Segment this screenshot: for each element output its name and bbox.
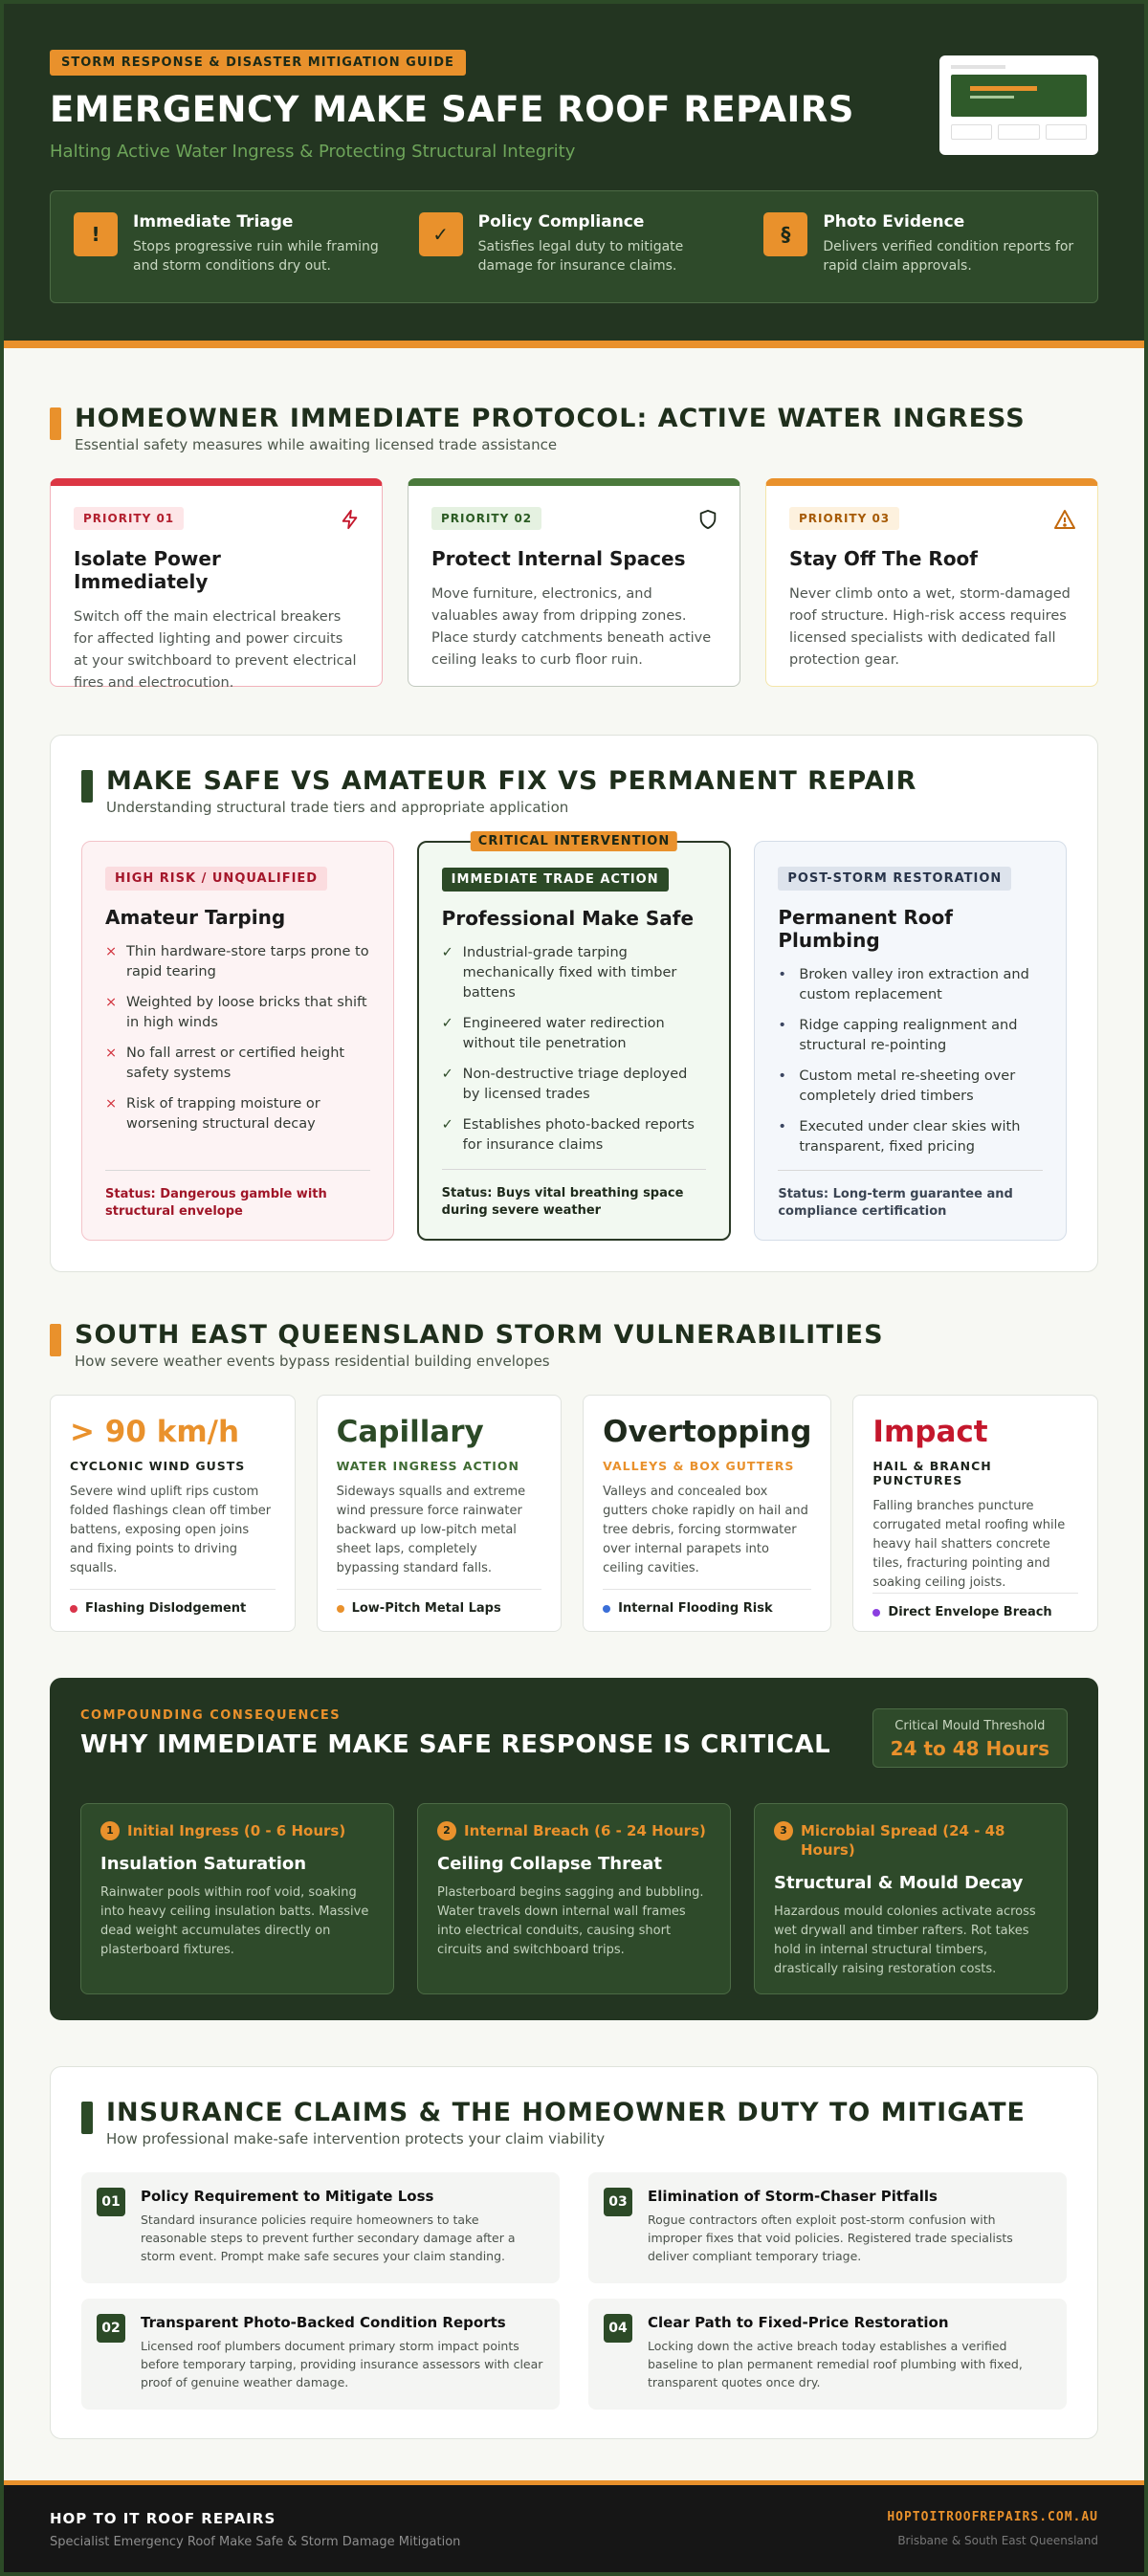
check-icon: ✓ xyxy=(441,945,453,960)
section-title: INSURANCE CLAIMS & THE HOMEOWNER DUTY TO MITIGATE xyxy=(106,2098,1026,2127)
card-text: Never climb onto a wet, storm-damaged roof structure. High-risk access requires licensed specialists with dedicated fall protection gear. xyxy=(789,586,1071,668)
status-dot-icon xyxy=(603,1605,610,1613)
insurance-section xyxy=(4,2020,1144,2439)
card-title: Protect Internal Spaces xyxy=(431,547,686,570)
hero-header xyxy=(4,4,1144,348)
phase-label: Initial Ingress (0 - 6 Hours) xyxy=(127,1822,346,1839)
section-title: HOMEOWNER IMMEDIATE PROTOCOL: ACTIVE WATER INGRESS xyxy=(75,404,1026,433)
comparison-card-permanent xyxy=(754,841,1067,1241)
vulnerability-card xyxy=(583,1395,831,1632)
section-title: MAKE SAFE VS AMATEUR FIX VS PERMANENT REPAIR xyxy=(106,766,917,796)
list-item: • Custom metal re-sheeting over completely dried timbers xyxy=(778,1067,1043,1107)
protocol-card xyxy=(408,478,740,687)
item-text: Locking down the active breach today establishes a verified baseline to plan permanent remedial roof plumbing with fixed, transparent quotes once dry. xyxy=(648,2339,1023,2389)
triage-title: Photo Evidence xyxy=(823,212,965,231)
list-item: ✓ Establishes photo-backed reports for insurance claims xyxy=(442,1115,707,1156)
timeline-card xyxy=(80,1803,394,1994)
item-title: Policy Requirement to Mitigate Loss xyxy=(141,2188,434,2205)
step-number: 3 xyxy=(774,1821,793,1840)
check-icon: ✓ xyxy=(441,1016,453,1031)
list-item: × Weighted by loose bricks that shift in high winds xyxy=(105,993,370,1033)
alert-icon: ! xyxy=(74,212,118,256)
section-title: SOUTH EAST QUEENSLAND STORM VULNERABILITIES xyxy=(75,1320,884,1350)
card-title: Ceiling Collapse Threat xyxy=(437,1854,662,1874)
list-item: • Broken valley iron extraction and custom replacement xyxy=(778,965,1043,1005)
triage-text: Stops progressive ruin while framing and storm conditions dry out. xyxy=(133,239,379,274)
cross-icon: × xyxy=(105,1096,118,1112)
triage-strip xyxy=(50,190,1098,303)
comparison-card-professional xyxy=(417,834,732,1241)
triage-text: Delivers verified condition reports for rapid claim approvals. xyxy=(823,239,1074,274)
card-text: Valleys and concealed box gutters choke rapidly on hail and tree debris, forcing stormwater over internal parapets into ceiling cavities. xyxy=(603,1485,808,1575)
vulnerability-card xyxy=(852,1395,1098,1632)
check-icon: ✓ xyxy=(441,1117,453,1133)
item-title: Transparent Photo-Backed Condition Reports xyxy=(141,2314,506,2331)
item-text: Rogue contractors often exploit post-storm confusion with improper fixes that void policies. Registered trade specialists deliver compliant temporary triage. xyxy=(648,2213,1013,2263)
card-title: Amateur Tarping xyxy=(105,906,286,929)
checkmark-icon: ✓ xyxy=(419,212,463,256)
footer xyxy=(4,2480,1144,2572)
list-item: ✓ Industrial-grade tarping mechanically fixed with timber battens xyxy=(442,943,707,1003)
status-text: Status: Long-term guarantee and compliance certification xyxy=(778,1170,1043,1221)
site-preview-thumbnail xyxy=(939,55,1098,155)
card-text: Move furniture, electronics, and valuables away from dripping zones. Place sturdy catchments beneath active ceiling leaks to curb floor ruin. xyxy=(431,586,712,668)
step-number: 2 xyxy=(437,1821,456,1840)
section-subtitle: Understanding structural trade tiers and appropriate application xyxy=(106,799,569,816)
item-number: 04 xyxy=(604,2314,632,2343)
threshold-box xyxy=(872,1708,1068,1768)
timeline-card xyxy=(754,1803,1068,1994)
insurance-panel xyxy=(50,2066,1098,2439)
shield-icon xyxy=(697,509,718,535)
critical-flag: CRITICAL INTERVENTION xyxy=(471,831,677,851)
card-footer: Direct Envelope Breach xyxy=(872,1593,1078,1619)
critical-title: WHY IMMEDIATE MAKE SAFE RESPONSE IS CRITICAL xyxy=(80,1730,831,1759)
vulnerabilities-section xyxy=(4,1272,1144,1632)
comparison-card-amateur xyxy=(81,841,394,1241)
section-accent-bar xyxy=(81,2102,93,2134)
status-dot-icon xyxy=(337,1605,344,1613)
card-text: Switch off the main electrical breakers for affected lighting and power circuits at your switchboard to prevent electrical fires and electrocution. xyxy=(74,609,357,691)
list-item: ✓ Engineered water redirection without tile penetration xyxy=(442,1014,707,1054)
item-number: 01 xyxy=(97,2188,125,2216)
cross-icon: × xyxy=(105,1046,118,1061)
card-text: Falling branches puncture corrugated metal roofing while heavy hail shatters concrete tiles, fracturing pointing and soaking ceiling joists. xyxy=(872,1499,1066,1590)
cross-icon: × xyxy=(105,944,118,959)
priority-badge: PRIORITY 02 xyxy=(431,507,541,530)
insurance-item xyxy=(588,2172,1067,2283)
bullet-icon: • xyxy=(778,967,786,982)
priority-badge: PRIORITY 03 xyxy=(789,507,899,530)
timeline-card xyxy=(417,1803,731,1994)
triage-item xyxy=(419,212,730,281)
card-text: Rainwater pools within roof void, soaking into heavy ceiling insulation batts. Massive dead weight accumulates directly on plasterboard fixtures. xyxy=(100,1885,369,1957)
card-footer: Internal Flooding Risk xyxy=(603,1589,811,1616)
step-number: 1 xyxy=(100,1821,120,1840)
section-subtitle: How professional make-safe intervention protects your claim viability xyxy=(106,2130,606,2147)
status-text: Status: Buys vital breathing space during severe weather xyxy=(442,1169,707,1220)
threshold-value: 24 to 48 Hours xyxy=(890,1737,1049,1760)
card-text: Hazardous mould colonies activate across wet drywall and timber rafters. Rot takes hold in internal structural timbers, drastically raising restoration costs. xyxy=(774,1904,1036,1976)
stat-value: Capillary xyxy=(336,1415,484,1449)
card-title: Insulation Saturation xyxy=(100,1854,307,1874)
item-text: Standard insurance policies require homeowners to take reasonable steps to prevent further secondary damage after a storm event. Prompt make safe secures your claim standing. xyxy=(141,2213,516,2263)
triage-item xyxy=(74,212,385,281)
triage-title: Policy Compliance xyxy=(477,212,645,231)
vulnerability-card xyxy=(317,1395,563,1632)
comparison-section xyxy=(4,687,1144,1272)
critical-eyebrow: COMPOUNDING CONSEQUENCES xyxy=(80,1708,342,1723)
footer-website-link[interactable]: HOPTOITROOFREPAIRS.COM.AU xyxy=(887,2510,1098,2524)
triage-item xyxy=(763,212,1074,281)
section-sign-icon: § xyxy=(763,212,807,256)
tier-badge: IMMEDIATE TRADE ACTION xyxy=(442,868,669,892)
cross-icon: × xyxy=(105,995,118,1010)
card-text: Plasterboard begins sagging and bubbling. Water travels down internal wall frames into electrical conduits, causing short circuits and switchboard trips. xyxy=(437,1885,704,1957)
list-item: • Ridge capping realignment and structural re-pointing xyxy=(778,1016,1043,1056)
vulnerability-card xyxy=(50,1395,296,1632)
card-text: Sideways squalls and extreme wind pressure force rainwater backward up low-pitch metal sheet laps, completely bypassing standard falls. xyxy=(336,1485,526,1575)
tier-badge: POST-STORM RESTORATION xyxy=(778,867,1011,891)
protocol-card xyxy=(50,478,383,691)
triage-text: Satisfies legal duty to mitigate damage for insurance claims. xyxy=(477,239,684,274)
item-number: 02 xyxy=(97,2314,125,2343)
stat-category: HAIL & BRANCH PUNCTURES xyxy=(872,1459,992,1487)
card-title: Permanent Roof Plumbing xyxy=(778,906,953,952)
card-title: Stay Off The Roof xyxy=(789,547,979,570)
status-text: Status: Dangerous gamble with structural envelope xyxy=(105,1170,370,1221)
protocol-section xyxy=(4,348,1144,691)
insurance-item xyxy=(81,2299,560,2410)
tier-badge: HIGH RISK / UNQUALIFIED xyxy=(105,867,327,891)
threshold-label: Critical Mould Threshold xyxy=(894,1719,1046,1733)
stat-value: Overtopping xyxy=(603,1415,812,1449)
insurance-item xyxy=(588,2299,1067,2410)
triage-title: Immediate Triage xyxy=(133,212,294,231)
bullet-icon: • xyxy=(778,1018,786,1033)
phase-label: Microbial Spread (24 - 48 Hours) xyxy=(801,1822,1005,1859)
insurance-item xyxy=(81,2172,560,2283)
check-icon: ✓ xyxy=(441,1067,453,1082)
bullet-icon: • xyxy=(778,1068,786,1084)
comparison-panel xyxy=(50,735,1098,1272)
footer-brand: HOP TO IT ROOF REPAIRS xyxy=(50,2510,276,2527)
section-subtitle: How severe weather events bypass residential building envelopes xyxy=(75,1353,550,1370)
warning-icon xyxy=(1053,509,1076,535)
bullet-icon: • xyxy=(778,1119,786,1134)
critical-section xyxy=(4,1632,1144,2020)
footer-tagline: Specialist Emergency Roof Make Safe & Storm Damage Mitigation xyxy=(50,2535,461,2549)
card-footer: Low-Pitch Metal Laps xyxy=(337,1589,542,1616)
item-title: Elimination of Storm-Chaser Pitfalls xyxy=(648,2188,938,2205)
protocol-card xyxy=(765,478,1098,687)
section-accent-bar xyxy=(50,407,61,440)
list-item: • Executed under clear skies with transparent, fixed pricing xyxy=(778,1117,1043,1157)
card-title: Isolate Power Immediately xyxy=(74,547,221,593)
critical-panel xyxy=(50,1678,1098,2020)
status-dot-icon xyxy=(70,1605,77,1613)
section-subtitle: Essential safety measures while awaiting licensed trade assistance xyxy=(75,436,558,453)
phase-label: Internal Breach (6 - 24 Hours) xyxy=(464,1822,706,1839)
list-item: ✓ Non-destructive triage deployed by licensed trades xyxy=(442,1065,707,1105)
lightning-icon xyxy=(340,509,361,535)
page-title: EMERGENCY MAKE SAFE ROOF REPAIRS xyxy=(50,89,854,130)
item-number: 03 xyxy=(604,2188,632,2216)
page-subtitle: Halting Active Water Ingress & Protecting Structural Integrity xyxy=(50,142,576,162)
card-title: Structural & Mould Decay xyxy=(774,1873,1024,1893)
section-accent-bar xyxy=(81,770,93,803)
item-title: Clear Path to Fixed-Price Restoration xyxy=(648,2314,949,2331)
list-item: × Risk of trapping moisture or worsening structural decay xyxy=(105,1094,370,1134)
card-footer: Flashing Dislodgement xyxy=(70,1589,276,1616)
item-text: Licensed roof plumbers document primary storm impact points before temporary tarping, providing insurance assessors with clear proof of genuine weather damage. xyxy=(141,2339,543,2389)
stat-value: > 90 km/h xyxy=(70,1415,240,1449)
stat-category: CYCLONIC WIND GUSTS xyxy=(70,1459,246,1473)
priority-badge: PRIORITY 01 xyxy=(74,507,184,530)
list-item: × Thin hardware-store tarps prone to rapid tearing xyxy=(105,942,370,982)
status-dot-icon xyxy=(872,1609,880,1617)
stat-category: VALLEYS & BOX GUTTERS xyxy=(603,1459,795,1473)
list-item: × No fall arrest or certified height safety systems xyxy=(105,1044,370,1084)
footer-location: Brisbane & South East Queensland xyxy=(897,2534,1098,2547)
section-accent-bar xyxy=(50,1324,61,1356)
eyebrow-badge: STORM RESPONSE & DISASTER MITIGATION GUIDE xyxy=(50,50,466,76)
stat-value: Impact xyxy=(872,1415,988,1449)
stat-category: WATER INGRESS ACTION xyxy=(336,1459,519,1473)
card-title: Professional Make Safe xyxy=(441,907,695,930)
card-text: Severe wind uplift rips custom folded flashings clean off timber battens, exposing open joins and fixing points to driving squalls. xyxy=(70,1485,272,1575)
